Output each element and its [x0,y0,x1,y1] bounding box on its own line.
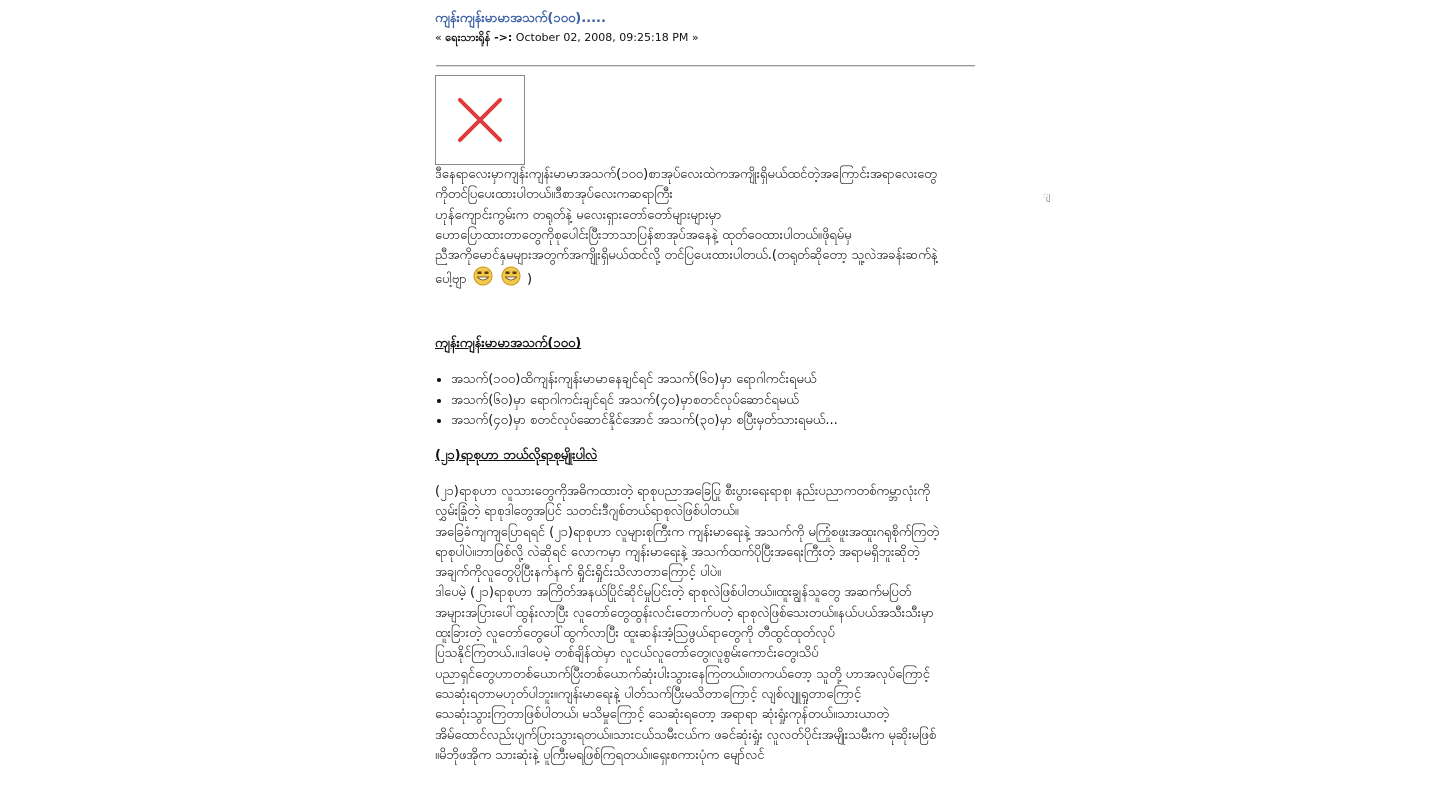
intro-close-paren: ) [526,272,533,288]
body-paragraph [435,482,975,766]
post-divider [436,65,975,67]
intro-tail-text: ပေါ့ဗျာ [435,272,467,288]
body-line: ရာစုပါပဲ။ဘာဖြစ်လို့ လဲဆိုရင် လောကမှာ ကျန်းမာရေးနဲ့ အသက်ထက်ပိုပြီးအရေးကြီးတဲ့ အရာမရှိဘူးဆိုတဲ့ [435,544,920,560]
grinning-face-icon [501,266,521,286]
section-heading-21st-century: (၂၁)ရာစုဟာ ဘယ်လိုရာစုမျိုးပါလဲ [435,447,598,463]
intro-line: ကိုတင်ပြပေးထားပါတယ်။ဒီစာအုပ်လေးကဆရာကြီး [435,187,673,203]
meta-author: ရေးသားရိုန် ->: [445,31,513,44]
intro-line: ဟုန်ကျောင်းကွမ်းက တရုတ်နဲ့ မလေးရှားတော်တော်များများမှာ [435,207,722,223]
bullet-list [435,370,975,432]
intro-line: ဟောပြောထားတာတွေကိုစုပေါင်းပြီးဘာသာပြန်စာအုပ်အနေနဲ့ ထုတ်ဝေထားပါတယ်။ဖိုရမ်မှ [435,227,852,243]
body-line: လွှမ်းခြုံတဲ့ ရာစုဒါတွေအပြင် သတင်းဒီဂျစ်တယ်ရာစုလဲဖြစ်ပါတယ်။ [435,504,739,520]
intro-paragraph [435,165,975,294]
intro-line-tail [435,266,975,294]
red-x-icon [456,96,504,144]
body-line: ထူးခြားတဲ့ လူတော်တွေပေါ်ထွက်လာပြီး ထူးဆန်းအံ့ဩဖွယ်ရာတွေကို တီထွင်ထုတ်လုပ် [435,626,835,642]
side-glyph: ျ [1043,191,1051,201]
list-item: • အသက်(၁၀၀)ထိကျန်းကျန်းမာမာနေချင်ရင် အသက်(၆၀)မှာ ရောဂါကင်းရမယ် [451,370,975,391]
forum-post [435,10,975,766]
meta-date: October 02, 2008, 09:25:18 PM » [515,31,699,44]
body-line: သေဆုံးသွားကြတာဖြစ်ပါတယ်၊ မသိမှုကြောင့် သေဆုံးရတော့ အရာရာ ဆုံးရှုံးကုန်တယ်။သားယာတဲ့ [435,707,889,723]
body-line: ။မိဘိုဖအိုက သားဆုံးနဲ့ ပူကြီးမရဖြစ်ကြရတယ်။ရှေးစကားပုံက မျော်လင် [435,747,765,763]
meta-prefix: « [435,31,442,44]
body-line: အများအပြားပေါ်ထွန်းလာပြီး လူတော်တွေထွန်းလင်းတောက်ပတဲ့ ရာစုလဲဖြစ်သေးတယ်။နယ်ပယ်အသီးသီးမှာ [435,605,934,621]
grinning-face-icon [473,266,493,286]
post-title-link[interactable]: ကျန်းကျန်းမာမာအသက်(၁၀၀)..... [435,11,606,26]
body-line: ဒါပေမဲ့ (၂၁)ရာစုဟာ အကြိတ်အနယ်ပြိုင်ဆိုင်မှုပြင်းတဲ့ ရာစုလဲဖြစ်ပါတယ်။ထူးချွန်သူတွေ အဆက်မပြတ် [435,585,912,601]
body-line: ပြသနိုင်ကြတယ်.။ဒါပေမဲ့ တစ်ချိန်ထဲမှာ လူငယ်လူတော်တွေ၊လူစွမ်းကောင်းတွေ၊သိပ် [435,646,819,662]
broken-image-x-icon [435,75,525,165]
intro-line: ညီအကိုမောင်နှမများအတွက်အကျိုးရှိမယ်ထင်လို့ တင်ပြပေးထားပါတယ်.(တရုတ်ဆိုတော့ သူ့လဲအခန်းဆက်နဲ့ [435,248,938,264]
body-line: အချက်ကိုလူတွေပိုပြီးနက်နက် ရှိုင်းရှိုင်းသိလာတာကြောင့် ပါပဲ။ [435,565,721,581]
list-item: • အသက်(၄၀)မှာ စတင်လုပ်ဆောင်နိုင်အောင် အသက်(၃၀)မှာ စပြီးမှတ်သားရမယ်... [451,411,975,432]
body-line: (၂၁)ရာစုဟာ လူသားတွေကိုအဓိကထားတဲ့ ရာစုပညာအခြေပြု စီးပွားရေးရာစု၊ နည်းပညာကတစ်ကမ္ဘာလုံးကို [435,483,931,499]
list-item: • အသက်(၆၀)မှာ ရောဂါကင်းချင်ရင် အသက်(၄၀)မှာစတင်လုပ်ဆောင်ရမယ် [451,391,975,412]
body-line: ပညာရှင်တွေဟာတစ်ယောက်ပြီးတစ်ယောက်ဆုံးပါးသွားနေကြတယ်။တကယ်တော့ သူတို့ ဟာအလုပ်ကြောင့် [435,666,930,682]
post-meta [435,30,975,46]
section-heading-longevity: ကျန်းကျန်းမာမာအသက်(၁၀၀) [435,336,582,352]
body-line: သေဆုံးရတာမဟုတ်ပါဘူး။ကျန်းမာရေးနဲ့ ပါတ်သက်ပြီးမသိတာကြောင့် လျစ်လျူရှုတာကြောင့် [435,686,862,702]
body-line: အခြေခံကျကျပြောရရင် (၂၁)ရာစုဟာ လူများစုကြီးက ကျန်းမာရေးနဲ့ အသက်ကို မကြုံစဖူးအထူးဂရုစိုက်ကြတဲ့ [435,524,939,540]
body-line: အိမ်ထောင်လည်းပျက်ပြားသွားရတယ်။သားငယ်သမီးငယ်က ဖခင်ဆုံးရှုံး လူလတ်ပိုင်းအမျိုးသမီးက မုဆိုးမဖြစ် [435,727,937,743]
intro-line: ဒီနေရာလေးမှာကျန်းကျန်းမာမာအသက်(၁၀၀)စာအုပ်လေးထဲကအကျိုးရှိမယ်ထင်တဲ့အကြောင်းအရာလေးတွေ [435,167,937,182]
